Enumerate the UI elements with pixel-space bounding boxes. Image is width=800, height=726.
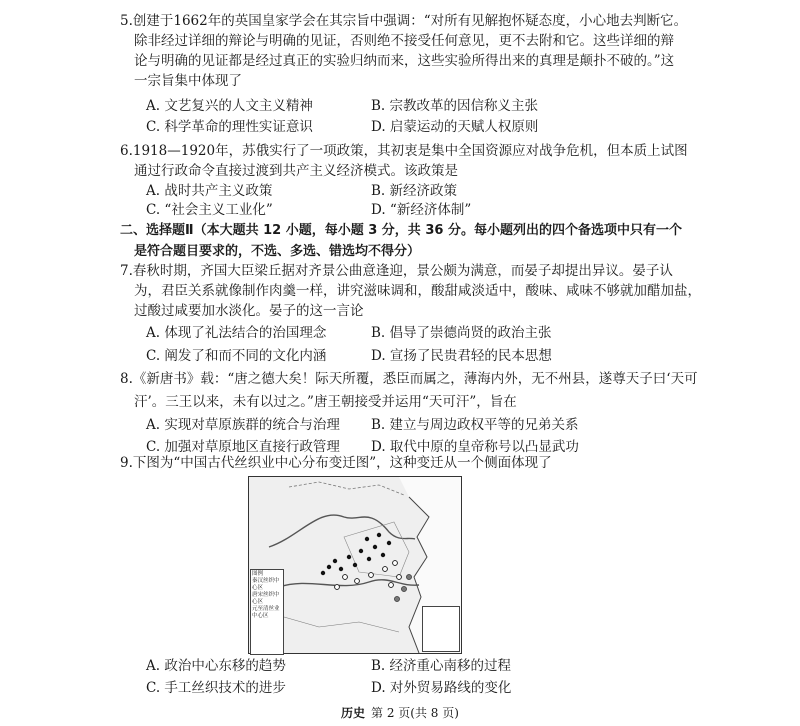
q8-stem-line-1: 8.《新唐书》载：“唐之德大矣！际天所覆，悉臣而属之，薄海内外，无不州县，遂尊天子曰‘天可 bbox=[120, 371, 698, 387]
q8-option-b: B. 建立与周边政权平等的兄弟关系 bbox=[371, 417, 579, 433]
q7-option-a: A. 体现了礼法结合的治国理念 bbox=[146, 325, 327, 341]
south-sea-inset bbox=[422, 606, 460, 652]
legend-item-yuan-qing: 元至清丝业中心区 bbox=[252, 606, 280, 619]
q9-option-c: C. 手工丝织技术的进步 bbox=[146, 680, 286, 696]
q6-option-a: A. 战时共产主义政策 bbox=[146, 183, 273, 199]
q9-option-b: B. 经济重心南移的过程 bbox=[371, 658, 512, 674]
q7-option-b: B. 倡导了崇德尚贤的政治主张 bbox=[371, 325, 552, 341]
q8-option-a: A. 实现对草原族群的统合与治理 bbox=[146, 417, 340, 433]
q5-stem-line-3: 论与明确的见证都是经过真正的实验归纳而来，这些实验所得出来的真理是颠扑不破的。”这 bbox=[134, 53, 675, 69]
q7-option-c: C. 阐发了和而不同的文化内涵 bbox=[146, 348, 327, 364]
q7-stem-line-3: 过酸过咸要加水淡化。晏子的这一言论 bbox=[134, 303, 364, 319]
legend-title: 图例 bbox=[252, 571, 264, 577]
silk-industry-map bbox=[248, 476, 462, 654]
q6-stem-line-2: 通过行政命令直接过渡到共产主义经济模式。该政策是 bbox=[134, 163, 458, 179]
q5-option-c: C. 科学革命的理性实证意识 bbox=[146, 119, 313, 135]
legend-item-tang-song: 唐宋丝织中心区 bbox=[252, 592, 280, 605]
q5-stem-line-1: 5.创建于1662年的英国皇家学会在其宗旨中强调：“对所有见解抱怀疑态度，小心地去判断它。 bbox=[120, 13, 688, 29]
section-2-heading-line-1: 二、选择题Ⅱ（本大题共 12 小题，每小题 3 分，共 36 分。每小题列出的四个备选项中只有一个 bbox=[120, 223, 682, 238]
map-legend bbox=[250, 569, 284, 655]
footer-subject: 历史 bbox=[341, 706, 366, 720]
q6-option-d: D. “新经济体制” bbox=[371, 202, 472, 218]
page-footer bbox=[0, 702, 800, 725]
q9-stem-line-1: 9.下图为“中国古代丝织业中心分布变迁图”，这种变迁从一个侧面体现了 bbox=[120, 455, 552, 471]
section-2-heading-line-2: 是符合题目要求的，不选、多选、错选均不得分） bbox=[134, 244, 421, 259]
q8-stem-line-2: 汗’。三王以来，未有以过之。”唐王朝接受并运用“天可汗”，旨在 bbox=[134, 394, 517, 410]
q9-option-a: A. 政治中心东移的趋势 bbox=[146, 658, 286, 674]
q7-stem-line-1: 7.春秋时期，齐国大臣梁丘据对齐景公曲意逢迎，景公颇为满意，而晏子却提出异议。晏子认 bbox=[120, 263, 673, 279]
q5-option-b: B. 宗教改革的因信称义主张 bbox=[371, 98, 539, 114]
q6-option-c: C. “社会主义工业化” bbox=[146, 202, 273, 218]
q5-stem-line-2: 除非经过详细的辩论与明确的见证，否则绝不接受任何意见，更不去附和它。这些详细的辩 bbox=[134, 33, 674, 49]
q6-stem-line-1: 6.1918—1920年，苏俄实行了一项政策，其初衷是集中全国资源应对战争危机，但本质上试图 bbox=[120, 143, 688, 159]
q5-option-a: A. 文艺复兴的人文主义精神 bbox=[146, 98, 313, 114]
q6-option-b: B. 新经济政策 bbox=[371, 183, 458, 199]
q8-option-d: D. 取代中原的皇帝称号以凸显武功 bbox=[371, 439, 579, 455]
q5-option-d: D. 启蒙运动的天赋人权原则 bbox=[371, 119, 539, 135]
legend-item-qin-han: 秦汉丝织中心区 bbox=[252, 578, 280, 591]
footer-page-number: 第 2 页(共 8 页) bbox=[371, 706, 459, 720]
q5-stem-line-4: 一宗旨集中体现了 bbox=[134, 73, 242, 89]
q8-option-c: C. 加强对草原地区直接行政管理 bbox=[146, 439, 340, 455]
q9-option-d: D. 对外贸易路线的变化 bbox=[371, 680, 512, 696]
q7-stem-line-2: 为，君臣关系就像制作肉羹一样，讲究滋味调和，酸甜咸淡适中，酸味、咸味不够就加醋加盐， bbox=[134, 283, 701, 299]
q7-option-d: D. 宣扬了民贵君轻的民本思想 bbox=[371, 348, 552, 364]
